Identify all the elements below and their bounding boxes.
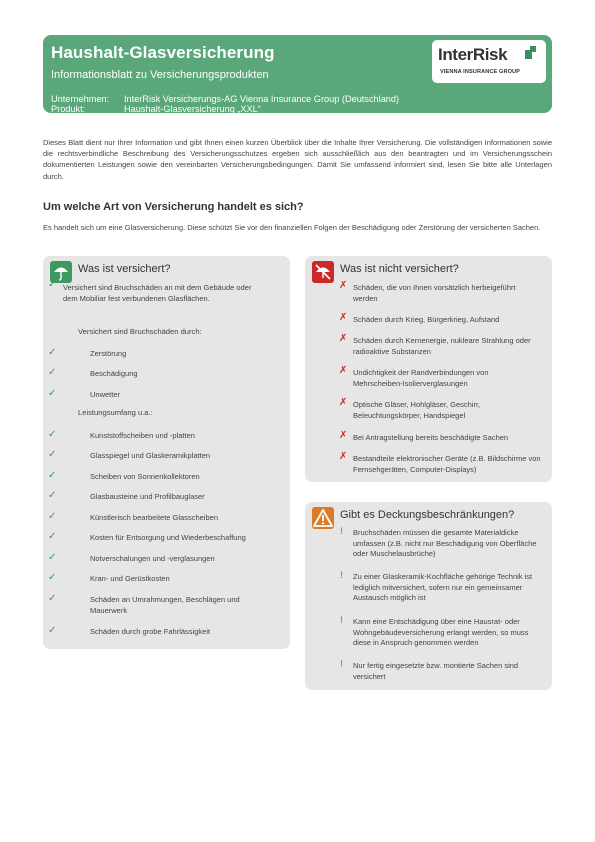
exclamation-icon: ! xyxy=(340,526,343,536)
check-icon: ✓ xyxy=(48,572,57,583)
document-title: Haushalt-Glasversicherung xyxy=(51,43,275,62)
excluded-item: Schäden, die von Ihnen vorsätzlich herbeigeführt werden xyxy=(353,283,516,303)
scope-item: Scheiben von Sonnenkollektoren xyxy=(90,472,200,481)
scope-item: Schäden an Umrahmungen, Beschlägen und Mauerwerk xyxy=(90,595,240,615)
check-icon: ✓ xyxy=(48,449,57,460)
exclamation-icon: ! xyxy=(340,570,343,580)
insured-intro-item: Versichert sind Bruchschäden an mit dem Gebäude oder dem Mobiliar fest verbundenen Glasflächen. xyxy=(63,283,252,303)
restriction-item: Zu einer Glaskeramik-Kochfläche gehörige Technik ist lediglich mitversichert, sofern nur ein gemeinsamer Austausch möglich ist xyxy=(353,572,533,603)
company-row xyxy=(51,94,399,104)
cross-icon: ✗ xyxy=(339,280,348,291)
check-icon: ✓ xyxy=(48,429,57,440)
cross-icon: ✗ xyxy=(339,312,348,323)
document-subtitle: Informationsblatt zu Versicherungsprodukten xyxy=(51,69,269,81)
scope-item: Kran- und Gerüstkosten xyxy=(90,574,170,583)
not-insured-title: Was ist nicht versichert? xyxy=(340,263,459,275)
company-value: InterRisk Versicherungs-AG Vienna Insurance Group (Deutschland) xyxy=(124,94,400,104)
excluded-item: Schäden durch Kernenergie, nukleare Strahlung oder radioaktive Substanzen xyxy=(353,336,531,356)
check-icon: ✓ xyxy=(48,470,57,481)
excluded-item: Bei Antragstellung bereits beschädigte Sachen xyxy=(353,433,509,442)
interrisk-logo xyxy=(432,40,546,83)
insured-subheading-causes: Versichert sind Bruchschäden durch: xyxy=(78,327,202,336)
insured-subheading-scope: Leistungsumfang u.a.: xyxy=(78,408,153,417)
insured-title: Was ist versichert? xyxy=(78,263,171,275)
cross-icon: ✗ xyxy=(339,451,348,462)
check-icon: ✓ xyxy=(48,552,57,563)
cross-icon: ✗ xyxy=(339,397,348,408)
scope-item: Schäden durch grobe Fahrlässigkeit xyxy=(90,627,211,636)
scope-item: Notverschalungen und -verglasungen xyxy=(90,554,215,563)
not-insured-panel xyxy=(305,256,552,482)
question-text: Es handelt sich um eine Glasversicherung. Diese schützt Sie vor den finanziellen Folgen der Beschädigung oder Zerstörung der versicherten Sachen. xyxy=(43,223,541,232)
check-icon: ✓ xyxy=(48,511,57,522)
scope-item: Künstlerisch bearbeitete Glasscheiben xyxy=(90,513,218,522)
excluded-item: Bestandteile elektronischer Geräte (z.B. Bildschirme von Fernsehgeräten, Computer-Displays) xyxy=(353,454,541,474)
check-icon: ✓ xyxy=(48,625,57,636)
excluded-item: Undichtigkeit der Randverbindungen von Mehrscheiben-Isolierverglasungen xyxy=(353,368,489,388)
restriction-item: Nur fertig eingesetzte bzw. montierte Sachen sind versichert xyxy=(353,661,519,681)
intro-paragraph: Dieses Blatt dient nur Ihrer Information und gibt Ihnen einen kurzen Überblick über die Inhalte Ihrer Versicherung. Die vollständigen Informationen sowie die rechtsverbindliche Beschreibung des Versicherungsschutzes ergeben sich ausschließlich aus den beantragten und im Versicherungsschein dokumentierten Leistungen sowie den vereinbarten Versicherungsbedingungen. Damit Sie umfassend informiert sind, lesen Sie bitte alle Unterlagen durch. xyxy=(43,138,552,181)
check-icon: ✓ xyxy=(48,347,57,358)
check-icon: ✓ xyxy=(48,531,57,542)
header-banner xyxy=(43,35,552,113)
logo-mark-icon xyxy=(525,46,538,59)
excluded-item: Optische Gläser, Hohlgläser, Geschirr, Beleuchtungskörper, Handspiegel xyxy=(353,400,481,420)
restrictions-panel xyxy=(305,502,552,690)
cause-item: Unwetter xyxy=(90,390,121,399)
exclamation-icon: ! xyxy=(340,659,343,669)
scope-item: Kunststoffscheiben und -platten xyxy=(90,431,195,440)
insured-panel xyxy=(43,256,290,649)
scope-item: Kosten für Entsorgung und Wiederbeschaffung xyxy=(90,533,246,542)
check-icon: ✓ xyxy=(48,593,57,604)
cross-icon: ✗ xyxy=(339,365,348,376)
scope-item: Glasspiegel und Glaskeramikplatten xyxy=(90,451,211,460)
restrictions-title: Gibt es Deckungsbeschränkungen? xyxy=(340,509,515,521)
no-umbrella-icon xyxy=(312,261,334,283)
cause-item: Beschädigung xyxy=(90,369,138,378)
restriction-item: Bruchschäden müssen die gesamte Materialdicke umfassen (z.B. nicht nur Beschädigung von Oberfläche oder Muschelausbrüche) xyxy=(353,528,537,559)
company-label: Unternehmen: xyxy=(51,94,110,104)
cross-icon: ✗ xyxy=(339,333,348,344)
check-icon: ✓ xyxy=(48,279,57,290)
check-icon: ✓ xyxy=(48,388,57,399)
logo-name: InterRisk xyxy=(438,45,508,64)
exclamation-icon: ! xyxy=(340,615,343,625)
warning-icon xyxy=(312,507,334,529)
scope-item: Glasbausteine und Profilbauglaser xyxy=(90,492,205,501)
logo-subtitle: VIENNA INSURANCE GROUP xyxy=(440,69,521,75)
product-row xyxy=(51,104,261,114)
cause-item: Zerstörung xyxy=(90,349,127,358)
cross-icon: ✗ xyxy=(339,430,348,441)
question-heading: Um welche Art von Versicherung handelt es sich? xyxy=(43,201,304,213)
check-icon: ✓ xyxy=(48,367,57,378)
product-value: Haushalt-Glasversicherung „XXL“ xyxy=(124,104,261,114)
restriction-item: Kann eine Entschädigung über eine Hausrat- oder Wohngebäudeversicherung erlangt werden, so muss diese in Anspruch genommen werden xyxy=(353,617,529,648)
product-label: Produkt: xyxy=(51,104,86,114)
excluded-item: Schäden durch Krieg, Bürgerkrieg, Aufstand xyxy=(353,315,500,324)
check-icon: ✓ xyxy=(48,490,57,501)
